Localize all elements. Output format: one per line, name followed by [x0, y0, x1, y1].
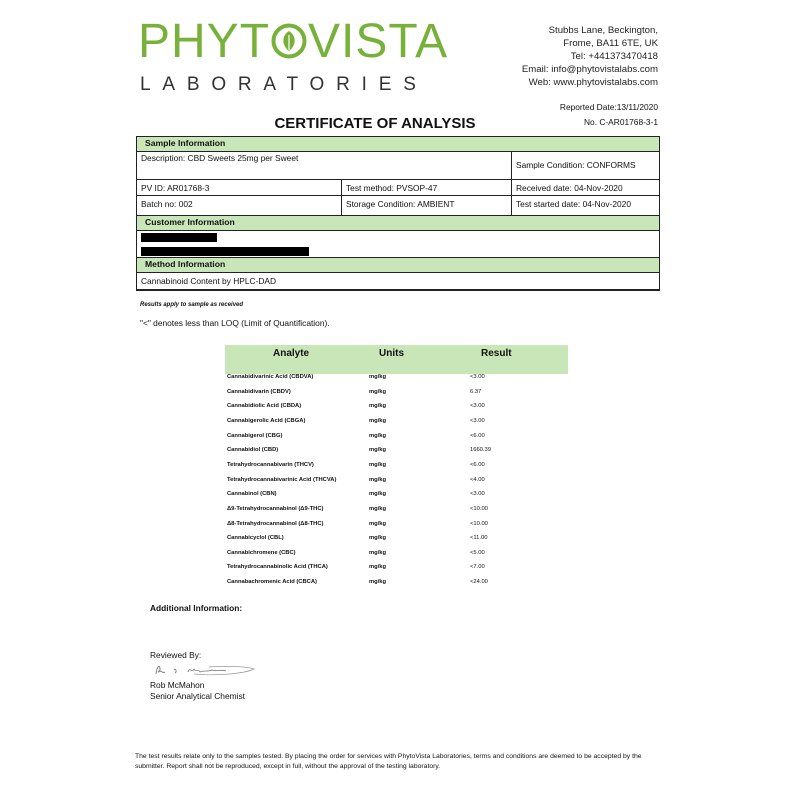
document-title: CERTIFICATE OF ANALYSIS: [274, 115, 476, 132]
method-info-row: [137, 273, 659, 289]
method-info-header: Method Information: [137, 258, 659, 273]
units-cell: mg/kg: [369, 564, 387, 571]
sample-batch-row: [137, 196, 659, 216]
analyte-cell: Cannabichromene (CBC): [227, 549, 296, 556]
units-cell: mg/kg: [369, 447, 387, 454]
sample-info-table: [136, 136, 660, 291]
logo-text-a: PHYT: [138, 15, 271, 68]
footer-disclaimer: The test results relate only to the samples tested. By placing the order for services with PhytoVista Laboratories, terms and conditions are deemed to be accepted by the submitter. Report shall not be reproduced, except in full, without the approval of the testing laboratory.: [135, 753, 642, 770]
redacted-block: [141, 233, 217, 242]
result-cell: <4.00: [470, 476, 485, 483]
analyte-cell: Cannabicyclol (CBL): [227, 535, 284, 542]
result-cell: 1660.39: [470, 447, 491, 454]
analyte-cell: Tetrahydrocannabivarin (THCV): [227, 461, 314, 468]
signer-title: Senior Analytical Chemist: [150, 691, 245, 701]
customer-info-header: Customer Information: [137, 216, 659, 231]
additional-information: Additional Information:: [150, 603, 243, 613]
analyte-cell: Cannabidivarinic Acid (CBDVA): [227, 374, 314, 380]
certificate-number: No. C-AR01768-3-1: [583, 117, 658, 127]
address-line: Frome, BA11 6TE, UK: [563, 38, 658, 49]
analyte-cell: Cannabachromenic Acid (CBCA): [227, 579, 317, 586]
analyte-cell: Cannabigerol (CBG): [227, 432, 283, 439]
result-cell: <3.00: [470, 374, 485, 380]
signature-icon: [154, 660, 258, 680]
result-cell: 6.37: [470, 388, 482, 395]
address-line: Stubbs Lane, Beckington,: [548, 25, 658, 36]
customer-info-row: [137, 231, 659, 258]
result-cell: <6.00: [470, 432, 485, 439]
table-row: [225, 491, 568, 506]
table-row: [225, 477, 568, 492]
table-row: [225, 403, 568, 418]
units-cell: mg/kg: [369, 417, 387, 424]
signer-name: Rob McMahon: [150, 680, 205, 690]
table-row: [225, 521, 568, 536]
result-cell: <3.00: [470, 491, 485, 498]
units-cell: mg/kg: [369, 374, 387, 380]
sample-condition: Sample Condition: CONFORMS: [511, 152, 659, 179]
units-cell: mg/kg: [369, 549, 387, 556]
table-row: [225, 506, 568, 521]
units-cell: mg/kg: [369, 520, 387, 527]
logo-subtitle: LABORATORIES: [140, 74, 428, 95]
leaf-o-icon: [271, 23, 307, 59]
sample-description: Description: CBD Sweets 25mg per Sweet: [141, 153, 299, 163]
results-note: Results apply to sample as received: [140, 302, 244, 308]
company-address: [458, 24, 658, 89]
units-cell: mg/kg: [369, 491, 387, 498]
table-row: [225, 389, 568, 404]
storage-condition: Storage Condition: AMBIENT: [341, 196, 511, 215]
results-table-header: [225, 345, 568, 374]
table-row: [225, 433, 568, 448]
table-row: [225, 462, 568, 477]
units-cell: mg/kg: [369, 388, 387, 395]
table-row: [225, 579, 568, 594]
analyte-cell: Tetrahydrocannabinolic Acid (THCA): [227, 564, 328, 571]
units-cell: mg/kg: [369, 535, 387, 542]
result-column-header: Result: [481, 348, 512, 359]
test-started-date: Test started date: 04-Nov-2020: [511, 196, 659, 215]
units-cell: mg/kg: [369, 432, 387, 439]
analyte-cell: Δ9-Tetrahydrocannabinol (Δ9-THC): [227, 505, 324, 512]
reported-date: Reported Date:13/11/2020: [559, 102, 658, 112]
analyte-column-header: Analyte: [273, 348, 310, 359]
table-row: [225, 550, 568, 565]
sample-description-row: [137, 152, 659, 180]
analyte-cell: Tetrahydrocannabivarinic Acid (THCVA): [227, 476, 337, 483]
table-row: [225, 418, 568, 433]
reviewed-by-label: Reviewed By:: [150, 650, 202, 660]
table-row: [225, 447, 568, 462]
analyte-cell: Δ8-Tetrahydrocannabinol (Δ8-THC): [227, 520, 324, 527]
result-cell: <5.00: [470, 549, 485, 556]
received-date: Received date: 04-Nov-2020: [511, 180, 659, 195]
logo-text-b: VISTA: [308, 15, 449, 68]
units-cell: mg/kg: [369, 403, 387, 410]
table-row: [225, 564, 568, 579]
analyte-cell: Cannabidiolic Acid (CBDA): [227, 403, 302, 410]
units-cell: mg/kg: [369, 505, 387, 512]
address-phone: Tel: +441373470418: [570, 51, 658, 62]
method-value: Cannabinoid Content by HPLC-DAD: [141, 276, 277, 286]
units-cell: mg/kg: [369, 476, 387, 483]
units-column-header: Units: [379, 348, 404, 359]
result-cell: <3.00: [470, 417, 485, 424]
analyte-cell: Cannabigerolic Acid (CBGA): [227, 417, 306, 424]
table-row: [225, 374, 568, 389]
batch-no: Batch no: 002: [141, 199, 193, 209]
result-cell: <24.00: [470, 579, 488, 586]
units-cell: mg/kg: [369, 579, 387, 586]
analyte-cell: Cannabidivarin (CBDV): [227, 388, 291, 395]
table-row: [225, 535, 568, 550]
sample-info-header: Sample Information: [137, 137, 659, 152]
pv-id: PV ID: AR01768-3: [141, 183, 210, 193]
result-cell: <10.00: [470, 520, 488, 527]
test-method: Test method: PVSOP-47: [341, 180, 511, 195]
result-cell: <10.00: [470, 505, 488, 512]
redacted-block: [141, 247, 309, 256]
result-cell: <3.00: [470, 403, 485, 410]
sample-id-row: [137, 180, 659, 196]
address-web: Web: www.phytovistalabs.com: [528, 77, 658, 88]
analyte-cell: Cannabidiol (CBD): [227, 447, 279, 454]
result-cell: <6.00: [470, 461, 485, 468]
units-cell: mg/kg: [369, 461, 387, 468]
result-cell: <7.00: [470, 564, 485, 571]
loq-note: "<" denotes less than LOQ (Limit of Quantification).: [140, 318, 330, 328]
address-email: Email: info@phytovistalabs.com: [521, 64, 658, 75]
result-cell: <11.00: [470, 535, 488, 542]
analyte-cell: Cannabinol (CBN): [227, 491, 277, 498]
company-logo: [138, 15, 449, 68]
